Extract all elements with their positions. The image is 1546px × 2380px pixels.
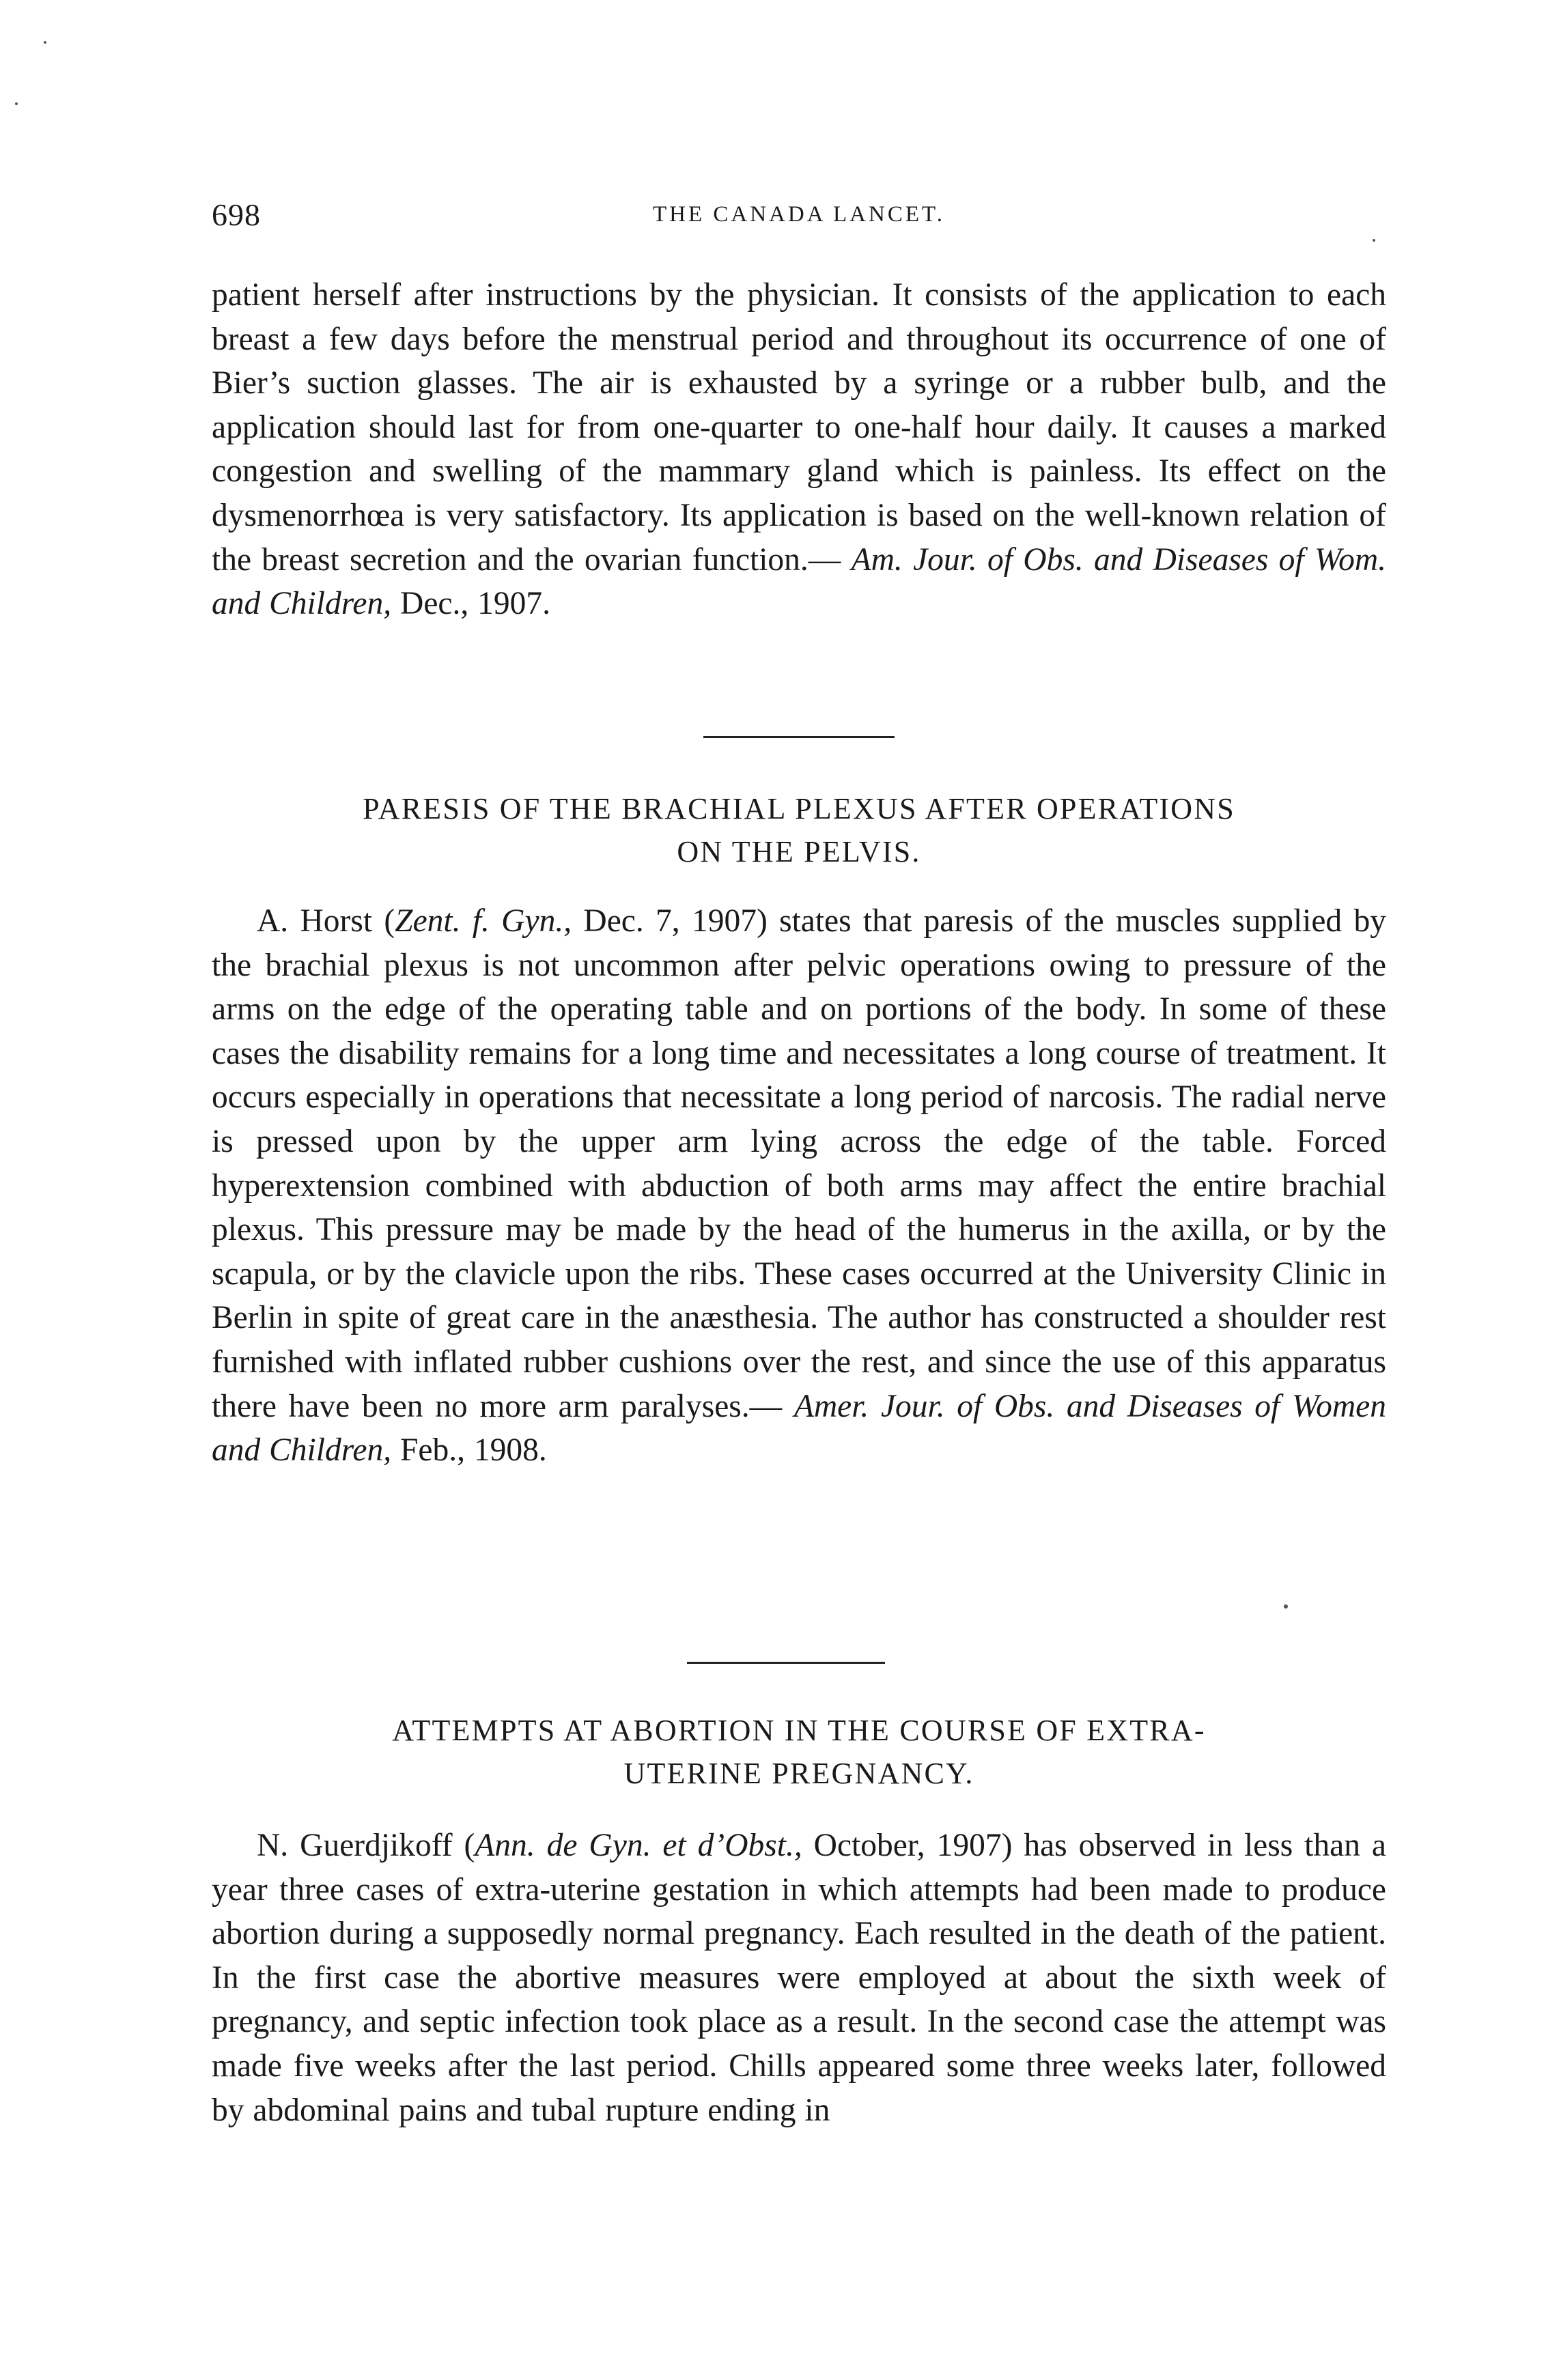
intro-text: patient herself after instructions by the physician. It consists of the application to each breast a few days before the menstrual period and throughout its occurrence of one of Bier’s suction glasses. The air is exhausted by a syringe or a rubber bulb, and the application should last for from one-quarter to one-half hour daily. It causes a marked congestion and swelling of the mammary gland which is painless. Its effect on the dysmenorrhœa is very satisfactory. Its application is based on the well-known relation of the breast secretion and the ovarian function.— <box>212 277 1386 578</box>
article2-title-line2: UTERINE PREGNANCY. <box>623 1757 974 1790</box>
article1-paragraph <box>212 899 1386 1473</box>
article1-body: Dec. 7, 1907) states that paresis of the muscles supplied by the brachial plexus is not uncommon after pelvic operations owing to pressure of the arms on the edge of the operating table and on portions of the body. In some of these cases the disability remains for a long time and necessitates a long course of treatment. It occurs especially in operations that necessitate a long period of narcosis. The radial nerve is pressed upon by the upper arm lying across the edge of the table. Forced hyperextension combined with abduction of both arms may affect the entire brachial plexus. This pressure may be made by the head of the humerus in the axilla, or by the scapula, or by the clavicle upon the ribs. These cases occurred at the University Clinic in Berlin in spite of great care in the anæsthesia. The author has constructed a shoulder rest furnished with inflated rubber cushions over the rest, and since the use of this apparatus there have been no more arm paralyses.— <box>212 903 1386 1424</box>
article2-paragraph <box>212 1824 1386 2132</box>
journal-title: THE CANADA LANCET. <box>653 202 945 227</box>
article2-title-line1: ATTEMPTS AT ABORTION IN THE COURSE OF EXTRA- <box>392 1714 1206 1747</box>
article1-source-date: Feb., 1908. <box>391 1432 547 1469</box>
page-number: 698 <box>212 197 261 232</box>
scan-speck-1 <box>44 41 46 44</box>
article1-title-line1: PARESIS OF THE BRACHIAL PLEXUS AFTER OPERATIONS <box>363 792 1235 825</box>
article1-source: Amer. Jour. of Obs. and Diseases of Women and Children, <box>212 1388 1386 1469</box>
article1-title-line2: ON THE PELVIS. <box>677 835 921 868</box>
article2-lead: N. Guerdjikoff ( <box>257 1828 475 1863</box>
stray-ink-dot <box>1284 1604 1288 1609</box>
section-divider-2 <box>687 1662 885 1664</box>
section-divider-1 <box>703 736 895 738</box>
scan-speck-3 <box>1373 239 1375 242</box>
article1-lead: A. Horst ( <box>257 903 395 939</box>
article1-lead-ref: Zent. f. Gyn., <box>395 903 572 939</box>
article1-title <box>212 787 1386 873</box>
article2-title <box>212 1709 1386 1795</box>
running-head <box>212 197 1386 238</box>
article2-lead-ref: Ann. de Gyn. et d’Obst., <box>475 1828 802 1863</box>
document-page <box>212 0 1386 2380</box>
article2-body: October, 1907) has observed in less than a year three cases of extra-uterine gestation in which attempts had been made to produce abortion during a supposedly normal pregnancy. Each resulted in the death of the patient. In the first case the abortive measures were employed at about the sixth week of pregnancy, and septic infection took place as a result. In the second case the attempt was made five weeks after the last period. Chills appeared some three weeks later, followed by abdominal pains and tubal rupture ending in <box>212 1828 1386 2128</box>
intro-source: Am. Jour. of Obs. and Diseases of Wom. and Children, <box>212 541 1387 622</box>
intro-paragraph <box>212 273 1386 626</box>
intro-source-date: Dec., 1907. <box>391 586 550 622</box>
scan-speck-2 <box>15 102 18 105</box>
